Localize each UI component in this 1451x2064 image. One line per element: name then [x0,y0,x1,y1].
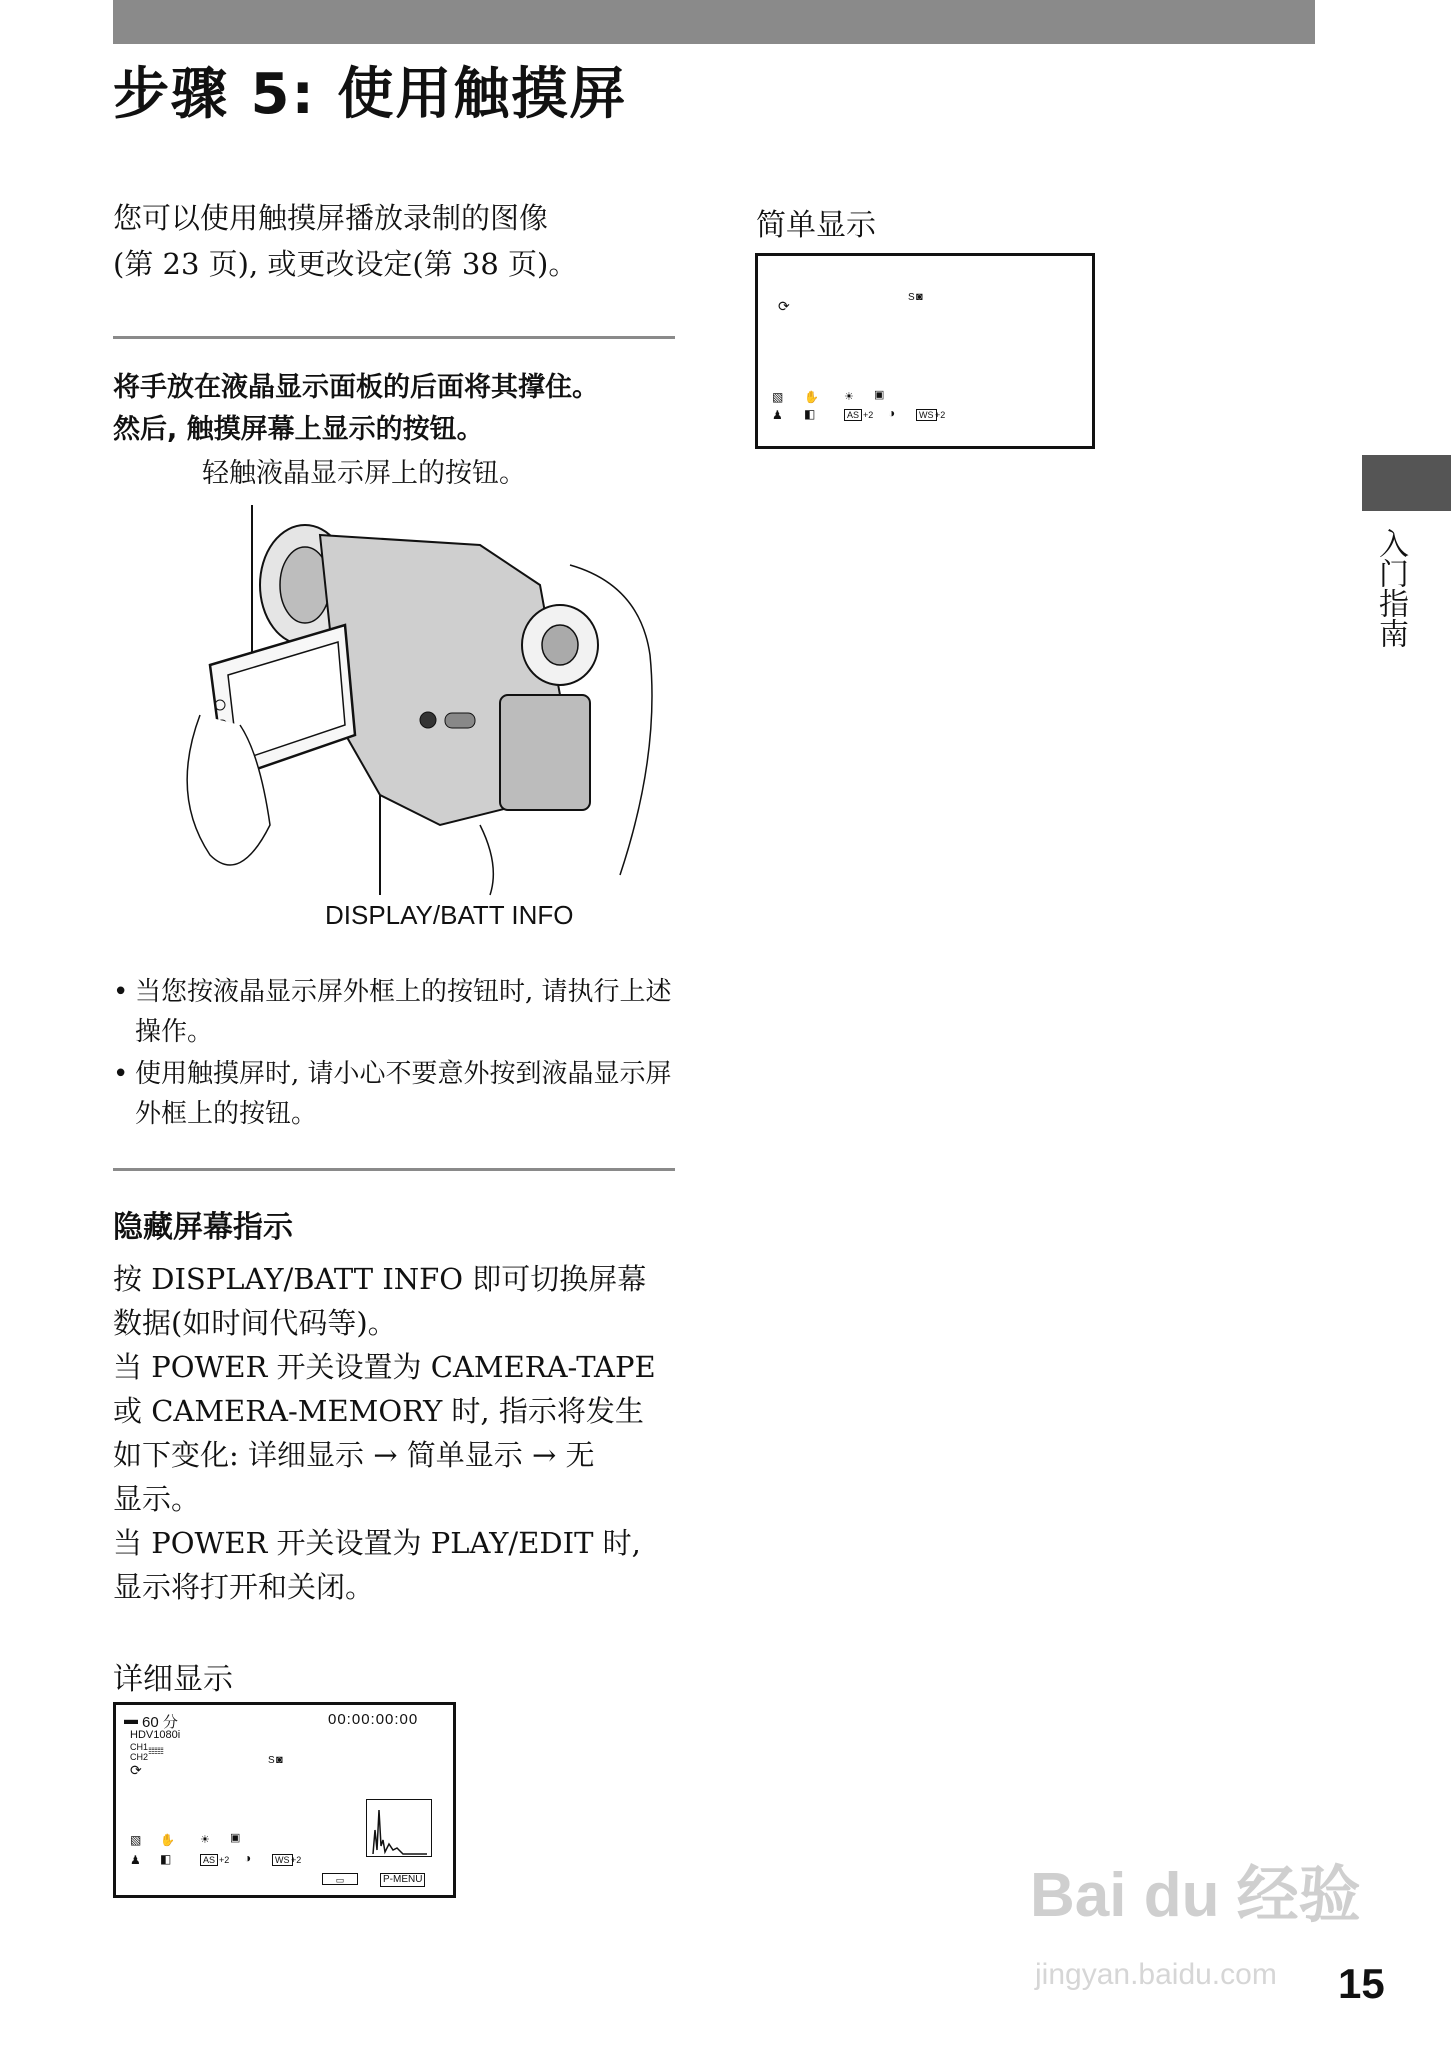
audio-level-meter: ⁞⁞⁞⁞⁞⁞⁞⁞⁞⁞ [148,1746,164,1756]
detail-display-label: 详细显示 [113,1662,233,1697]
battery-remaining: 60 分 [142,1714,178,1731]
note-text: 当您按液晶显示屏外框上的按钮时, 请执行上述操作。 [135,977,672,1047]
note-item [113,972,683,1052]
person-icon: ♟ [772,408,783,422]
section-heading: 隐藏屏幕指示 [113,1210,293,1245]
watermark-url: jingyan.baidu.com [1035,1958,1277,1991]
intro-line-2: (第 23 页), 或更改设定(第 38 页)。 [113,247,578,281]
histogram [366,1799,432,1857]
steadyshot-label: S [268,1755,275,1766]
spiral-icon: ⟳ [130,1762,142,1778]
as-badge: AS [844,409,862,421]
section-body [113,1257,683,1609]
side-tab-text: 入门指南 [1373,528,1408,648]
grid-icon: ▧ [130,1833,142,1847]
spiral-icon: ⟳ [778,298,790,314]
contrast-icon: ◑ [888,406,896,420]
note-text: 使用触摸屏时, 请小心不要意外按到液晶显示屏外框上的按钮。 [135,1059,672,1129]
tape-button[interactable]: ▭ [322,1873,358,1885]
detail-display-screen [113,1702,456,1898]
white-balance-icon: ☀ [844,391,854,403]
section-line: 显示将打开和关闭。 [113,1570,375,1604]
picture-effect-icon: ▣ [230,1832,241,1844]
section-line: 数据(如时间代码等)。 [113,1306,397,1340]
timecode: 00:00:00:00 [328,1711,419,1728]
side-tab [1362,455,1451,511]
instruction-line-2: 然后, 触摸屏幕上显示的按钮。 [113,414,484,445]
page-title: 步骤 5: 使用触摸屏 [113,62,628,127]
as-value: +2 [863,410,874,420]
person-icon: ♟ [130,1853,141,1867]
format-indicator: HDV1080i [130,1729,181,1741]
as-badge: AS [200,1854,218,1866]
ws-badge: WS [916,409,937,421]
ws-badge: WS [272,1854,293,1866]
pmenu-button[interactable]: P-MENU [380,1873,425,1887]
histogram-graph [367,1800,431,1856]
divider [113,1168,675,1171]
divider [113,336,675,339]
battery-icon: ▬ [124,1711,138,1727]
audio-ch1: CH1 [130,1742,149,1752]
exposure-icon: ◧ [804,407,816,421]
grid-icon: ▧ [772,390,784,404]
steadyshot-icon: ◙ [276,1754,283,1766]
ws-value: +2 [935,410,946,420]
figure-callout-top: 轻触液晶显示屏上的按钮。 [202,458,526,489]
simple-display-screen [755,253,1095,449]
page-number: 15 [1338,1960,1385,2007]
section-line: 如下变化: 详细显示 → 简单显示 → 无 [113,1438,595,1472]
steadyshot-icon: ◙ [916,291,923,303]
contrast-icon: ◑ [244,1851,252,1865]
as-value: +2 [219,1855,230,1865]
hand-icon: ✋ [804,390,819,404]
top-bar [113,0,1315,44]
section-line: 按 DISPLAY/BATT INFO 即可切换屏幕 [113,1262,647,1296]
picture-effect-icon: ▣ [874,389,885,401]
simple-display-label: 简单显示 [756,208,876,243]
hand-icon: ✋ [160,1833,175,1847]
intro-line-1: 您可以使用触摸屏播放录制的图像 [113,201,549,235]
white-balance-icon: ☀ [200,1834,210,1846]
note-item [113,1054,683,1134]
section-line: 或 CAMERA-MEMORY 时, 指示将发生 [113,1394,644,1428]
figure-callout-bottom: DISPLAY/BATT INFO [325,900,574,930]
bullet: • [113,1059,129,1089]
section-line: 当 POWER 开关设置为 PLAY/EDIT 时, [113,1526,641,1560]
ws-value: +2 [291,1855,302,1865]
camcorder-illustration [180,495,660,900]
bullet: • [113,977,129,1007]
section-line: 显示。 [113,1482,201,1516]
watermark-logo: Bai du 经验 [1030,1861,1361,1930]
section-line: 当 POWER 开关设置为 CAMERA-TAPE [113,1350,656,1384]
exposure-icon: ◧ [160,1852,172,1866]
audio-ch2: CH2 [130,1752,149,1762]
instruction-line-1: 将手放在液晶显示面板的后面将其撑住。 [113,372,599,403]
steadyshot-label: S [908,292,915,303]
